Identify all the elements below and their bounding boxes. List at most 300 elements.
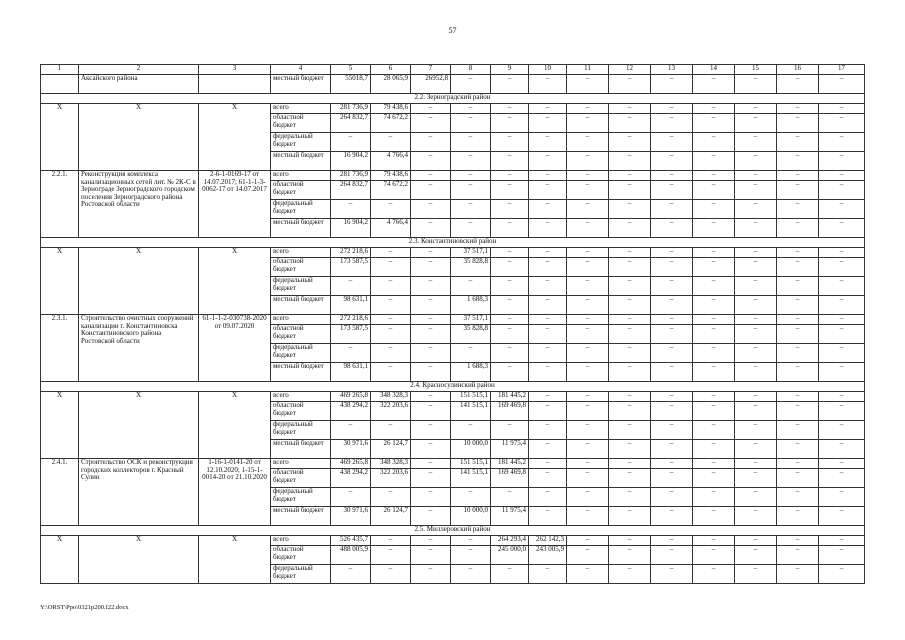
fund-label: областной бюджет xyxy=(271,402,331,421)
table-cell: – xyxy=(609,248,651,258)
table-cell: 264 832,7 xyxy=(331,114,371,133)
table-cell: – xyxy=(529,488,567,507)
table-cell: – xyxy=(371,363,411,382)
table-cell: – xyxy=(529,402,567,421)
table-cell: – xyxy=(371,565,411,584)
table-cell: – xyxy=(491,565,529,584)
table-cell: – xyxy=(693,440,735,459)
column-header: 12 xyxy=(609,65,651,75)
table-cell: – xyxy=(819,152,865,171)
table-cell: – xyxy=(777,469,819,488)
table-cell: – xyxy=(609,315,651,325)
table-cell: – xyxy=(491,488,529,507)
table-cell: 469 265,8 xyxy=(331,459,371,469)
table-cell: Х xyxy=(199,248,271,315)
table-cell: – xyxy=(529,200,567,219)
table-cell: 322 203,6 xyxy=(371,402,411,421)
table-cell: – xyxy=(371,296,411,315)
table-cell: – xyxy=(529,325,567,344)
item-number: 2.3.1. xyxy=(41,315,79,382)
item-number: 2.2.1. xyxy=(41,171,79,238)
table-cell: – xyxy=(529,459,567,469)
table-cell: – xyxy=(529,104,567,114)
table-cell: 55018,7 xyxy=(331,75,371,94)
table-cell: – xyxy=(567,277,609,296)
table-cell: – xyxy=(567,171,609,181)
table-cell: – xyxy=(411,219,451,238)
table-cell: местный бюджет xyxy=(271,75,331,94)
table-cell: – xyxy=(777,152,819,171)
table-cell: – xyxy=(819,325,865,344)
fund-label: местный бюджет xyxy=(271,440,331,459)
table-cell: – xyxy=(567,546,609,565)
item-document: 61-1-1-2-030738-2020 от 09.07.2020 xyxy=(199,315,271,382)
column-header: 17 xyxy=(819,65,865,75)
table-cell: – xyxy=(819,392,865,402)
table-cell: – xyxy=(735,200,777,219)
table-cell: – xyxy=(819,344,865,363)
table-cell: – xyxy=(693,469,735,488)
table-cell: 438 294,2 xyxy=(331,402,371,421)
table-cell: 35 828,8 xyxy=(451,325,491,344)
table-cell: 74 672,2 xyxy=(371,114,411,133)
table-cell: – xyxy=(371,421,411,440)
table-cell: – xyxy=(411,440,451,459)
table-cell: – xyxy=(777,392,819,402)
table-cell: – xyxy=(651,219,693,238)
table-cell: – xyxy=(331,565,371,584)
table-cell: – xyxy=(609,258,651,277)
item-number: 2.4.1. xyxy=(41,459,79,526)
table-cell: – xyxy=(693,114,735,133)
table-cell: – xyxy=(371,200,411,219)
table-cell: 98 631,1 xyxy=(331,296,371,315)
table-cell: – xyxy=(651,152,693,171)
fund-label: местный бюджет xyxy=(271,219,331,238)
table-cell: – xyxy=(411,546,451,565)
table-cell: – xyxy=(451,344,491,363)
fund-label: всего xyxy=(271,536,331,546)
table-cell: 79 438,6 xyxy=(371,171,411,181)
table-cell: – xyxy=(693,565,735,584)
fund-label: федеральный бюджет xyxy=(271,488,331,507)
table-cell: – xyxy=(451,546,491,565)
item-document: 1-16-1-0141-20 от 12.10.2020; 1-15-1-0014-20 от 21.10.2020 xyxy=(199,459,271,526)
table-cell: – xyxy=(491,277,529,296)
table-cell: – xyxy=(735,440,777,459)
table-cell: – xyxy=(693,248,735,258)
fund-label: областной бюджет xyxy=(271,325,331,344)
fund-label: областной бюджет xyxy=(271,469,331,488)
table-cell: – xyxy=(651,344,693,363)
table-row xyxy=(41,526,865,536)
table-cell: – xyxy=(529,277,567,296)
table-cell: – xyxy=(451,104,491,114)
table-cell: – xyxy=(411,152,451,171)
table-cell: 272 218,6 xyxy=(331,315,371,325)
table-cell: – xyxy=(735,152,777,171)
table-row xyxy=(41,104,865,114)
table-cell: – xyxy=(735,104,777,114)
table-cell: Х xyxy=(199,392,271,459)
table-cell: 10 000,0 xyxy=(451,507,491,526)
table-cell: 243 005,9 xyxy=(529,546,567,565)
table-cell: 30 971,6 xyxy=(331,440,371,459)
table-cell: 11 975,4 xyxy=(491,440,529,459)
table-row xyxy=(41,382,865,392)
table-cell: – xyxy=(567,104,609,114)
table-cell: 322 203,6 xyxy=(371,469,411,488)
table-cell: – xyxy=(735,546,777,565)
fund-label: всего xyxy=(271,104,331,114)
table-cell: – xyxy=(777,296,819,315)
table-cell: – xyxy=(609,219,651,238)
table-cell: 169 469,8 xyxy=(491,469,529,488)
table-cell: – xyxy=(693,181,735,200)
table-cell: – xyxy=(693,152,735,171)
table-cell: – xyxy=(819,248,865,258)
table-cell: – xyxy=(331,421,371,440)
table-cell: – xyxy=(567,363,609,382)
table-cell: 348 328,3 xyxy=(371,459,411,469)
table-cell: – xyxy=(567,507,609,526)
table-cell: – xyxy=(411,488,451,507)
table-cell: – xyxy=(529,363,567,382)
fund-label: областной бюджет xyxy=(271,114,331,133)
table-cell: – xyxy=(693,392,735,402)
fund-label: всего xyxy=(271,171,331,181)
table-cell: – xyxy=(777,200,819,219)
table-cell: – xyxy=(491,296,529,315)
table-cell: – xyxy=(651,440,693,459)
table-cell: – xyxy=(491,258,529,277)
column-header: 8 xyxy=(451,65,491,75)
table-cell: – xyxy=(567,296,609,315)
table-cell: – xyxy=(491,421,529,440)
item-name: Реконструкция комплекса канализационных сетей лит. № 2К-С в Зернограде Зерноградского городском поселения Зерноградского района Ростовской области xyxy=(79,171,199,238)
table-cell: – xyxy=(735,181,777,200)
table-cell: – xyxy=(651,258,693,277)
table-cell: 26 124,7 xyxy=(371,440,411,459)
table-row xyxy=(41,75,865,94)
table-cell: – xyxy=(371,325,411,344)
table-cell: 37 517,1 xyxy=(451,315,491,325)
table-cell: – xyxy=(331,344,371,363)
table-cell: – xyxy=(777,402,819,421)
table-cell: – xyxy=(693,75,735,94)
table-cell: 74 672,2 xyxy=(371,181,411,200)
table-cell: – xyxy=(491,219,529,238)
table-cell: – xyxy=(609,459,651,469)
table-cell: – xyxy=(735,219,777,238)
table-cell: – xyxy=(777,421,819,440)
table-cell: – xyxy=(371,248,411,258)
table-cell: 79 438,6 xyxy=(371,104,411,114)
table-cell: – xyxy=(609,114,651,133)
table-cell: – xyxy=(735,507,777,526)
table-row xyxy=(41,459,865,469)
column-header: 9 xyxy=(491,65,529,75)
table-cell: – xyxy=(651,402,693,421)
table-cell: – xyxy=(777,258,819,277)
table-cell: – xyxy=(411,536,451,546)
table-cell: – xyxy=(371,315,411,325)
table-cell: – xyxy=(567,459,609,469)
table-cell: – xyxy=(529,344,567,363)
table-cell: 151 515,1 xyxy=(451,392,491,402)
table-cell: – xyxy=(777,363,819,382)
fund-label: всего xyxy=(271,248,331,258)
table-cell: – xyxy=(411,171,451,181)
table-cell: – xyxy=(331,200,371,219)
column-header: 4 xyxy=(271,65,331,75)
table-cell: – xyxy=(735,75,777,94)
item-document: 2-6-1-0169-17 от 14.07.2017; 61-1-1-3-0062-17 от 14.07.2017 xyxy=(199,171,271,238)
table-cell: – xyxy=(693,459,735,469)
table-cell: – xyxy=(735,248,777,258)
table-cell: – xyxy=(609,200,651,219)
table-cell: – xyxy=(609,104,651,114)
table-cell: – xyxy=(567,219,609,238)
table-cell: – xyxy=(529,219,567,238)
table-cell: 264 832,7 xyxy=(331,181,371,200)
table-cell: – xyxy=(529,565,567,584)
table-cell: – xyxy=(693,421,735,440)
table-cell: 151 515,1 xyxy=(451,459,491,469)
table-cell: – xyxy=(693,315,735,325)
page-number: 57 xyxy=(448,26,457,35)
table-cell: – xyxy=(777,536,819,546)
table-cell: Х xyxy=(41,536,79,584)
table-row xyxy=(41,392,865,402)
table-cell: – xyxy=(651,546,693,565)
fund-label: федеральный бюджет xyxy=(271,421,331,440)
fund-label: областной бюджет xyxy=(271,258,331,277)
table-cell: – xyxy=(491,181,529,200)
table-cell: – xyxy=(411,459,451,469)
table-cell: – xyxy=(491,152,529,171)
table-cell: – xyxy=(651,459,693,469)
table-cell: – xyxy=(411,248,451,258)
table-cell: 37 517,1 xyxy=(451,248,491,258)
table-cell: – xyxy=(735,565,777,584)
table-cell: – xyxy=(777,440,819,459)
table-cell: – xyxy=(371,258,411,277)
table-cell: – xyxy=(777,219,819,238)
table-cell: 4 766,4 xyxy=(371,219,411,238)
table-cell: – xyxy=(819,469,865,488)
table-cell: – xyxy=(529,114,567,133)
table-cell: – xyxy=(451,488,491,507)
fund-label: федеральный бюджет xyxy=(271,200,331,219)
fund-label: областной бюджет xyxy=(271,546,331,565)
table-cell: – xyxy=(529,392,567,402)
table-cell: – xyxy=(651,114,693,133)
footer-path: Y:\ORST\Ppo\0321p200.f22.docx xyxy=(40,604,129,611)
table-cell: – xyxy=(609,133,651,152)
table-cell: – xyxy=(693,488,735,507)
table-cell: – xyxy=(567,344,609,363)
table-cell: – xyxy=(491,344,529,363)
table-cell: – xyxy=(651,104,693,114)
table-cell: 28 065,9 xyxy=(371,75,411,94)
table-cell: – xyxy=(411,507,451,526)
table-cell: Х xyxy=(79,104,199,171)
table-cell: – xyxy=(567,325,609,344)
table-cell: Х xyxy=(199,104,271,171)
table-row xyxy=(41,248,865,258)
table-cell: – xyxy=(451,75,491,94)
table-cell: 169 469,8 xyxy=(491,402,529,421)
table-cell: Х xyxy=(199,536,271,584)
table-cell: 181 445,2 xyxy=(491,459,529,469)
table-cell: – xyxy=(411,402,451,421)
table-cell: – xyxy=(491,363,529,382)
fund-label: федеральный бюджет xyxy=(271,277,331,296)
table-cell: – xyxy=(735,421,777,440)
table-cell: – xyxy=(735,277,777,296)
table-cell: – xyxy=(609,392,651,402)
table-cell: – xyxy=(411,469,451,488)
table-cell: – xyxy=(567,315,609,325)
table-cell: – xyxy=(411,565,451,584)
table-cell: – xyxy=(651,507,693,526)
table-cell: – xyxy=(693,546,735,565)
table-row xyxy=(41,171,865,181)
table-cell: – xyxy=(609,507,651,526)
table-cell: – xyxy=(411,392,451,402)
table-cell: – xyxy=(567,565,609,584)
table-cell: – xyxy=(567,421,609,440)
table-cell: – xyxy=(451,536,491,546)
table-cell: 173 587,5 xyxy=(331,258,371,277)
column-header: 2 xyxy=(79,65,199,75)
fund-label: всего xyxy=(271,315,331,325)
table-cell: – xyxy=(819,104,865,114)
table-cell: – xyxy=(693,325,735,344)
table-cell: – xyxy=(777,114,819,133)
fund-label: федеральный бюджет xyxy=(271,133,331,152)
fund-label: всего xyxy=(271,392,331,402)
table-cell: – xyxy=(693,258,735,277)
table-cell: – xyxy=(491,75,529,94)
table-cell: – xyxy=(609,181,651,200)
table-cell: – xyxy=(331,133,371,152)
table-cell: – xyxy=(567,440,609,459)
table-cell: – xyxy=(651,421,693,440)
table-cell: – xyxy=(491,248,529,258)
table-cell: 10 000,0 xyxy=(451,440,491,459)
table-cell: – xyxy=(567,258,609,277)
table-cell: – xyxy=(819,75,865,94)
table-row xyxy=(41,536,865,546)
table-cell: – xyxy=(693,536,735,546)
table-cell: 264 293,4 xyxy=(491,536,529,546)
table-cell: 245 000,0 xyxy=(491,546,529,565)
table-cell: – xyxy=(735,325,777,344)
table-cell: – xyxy=(491,315,529,325)
table-cell: – xyxy=(651,565,693,584)
table-cell: – xyxy=(735,469,777,488)
table-cell: – xyxy=(411,258,451,277)
budget-table xyxy=(40,64,865,584)
table-cell: – xyxy=(693,507,735,526)
column-header: 14 xyxy=(693,65,735,75)
table-cell: 281 736,9 xyxy=(331,171,371,181)
table-cell: – xyxy=(411,325,451,344)
table-cell: 173 587,5 xyxy=(331,325,371,344)
column-header: 5 xyxy=(331,65,371,75)
table-cell: – xyxy=(819,363,865,382)
table-cell: Х xyxy=(79,392,199,459)
table-cell xyxy=(199,75,271,94)
section-title: 2.4. Красносулинский район xyxy=(41,382,865,392)
table-cell: – xyxy=(735,258,777,277)
table-cell: – xyxy=(819,258,865,277)
table-cell: 526 435,7 xyxy=(331,536,371,546)
table-cell: – xyxy=(371,488,411,507)
table-cell: – xyxy=(651,488,693,507)
table-cell: – xyxy=(529,296,567,315)
table-cell: – xyxy=(609,344,651,363)
table-cell xyxy=(41,75,79,94)
table-cell: – xyxy=(451,565,491,584)
column-header: 13 xyxy=(651,65,693,75)
table-cell: 488 005,9 xyxy=(331,546,371,565)
table-cell: – xyxy=(651,296,693,315)
fund-label: федеральный бюджет xyxy=(271,344,331,363)
table-cell: – xyxy=(777,344,819,363)
table-cell: 26952,8 xyxy=(411,75,451,94)
table-cell: – xyxy=(609,536,651,546)
table-cell: – xyxy=(411,114,451,133)
table-cell: – xyxy=(529,440,567,459)
table-cell: – xyxy=(609,277,651,296)
table-row xyxy=(41,94,865,104)
table-cell: – xyxy=(411,104,451,114)
table-cell: – xyxy=(819,546,865,565)
table-cell: – xyxy=(491,171,529,181)
table-cell: – xyxy=(411,344,451,363)
table-cell: – xyxy=(819,402,865,421)
table-cell: – xyxy=(693,363,735,382)
table-cell: – xyxy=(819,536,865,546)
table-cell: – xyxy=(451,421,491,440)
table-cell: – xyxy=(529,75,567,94)
section-title: 2.5. Миллеровский район xyxy=(41,526,865,536)
table-cell: – xyxy=(609,325,651,344)
column-header: 16 xyxy=(777,65,819,75)
table-cell: – xyxy=(819,507,865,526)
table-cell: 469 265,8 xyxy=(331,392,371,402)
table-cell: – xyxy=(567,488,609,507)
table-cell: – xyxy=(651,392,693,402)
table-cell: – xyxy=(735,392,777,402)
table-cell: – xyxy=(735,363,777,382)
table-cell: – xyxy=(777,315,819,325)
fund-label: всего xyxy=(271,459,331,469)
table-cell: – xyxy=(777,565,819,584)
column-header: 10 xyxy=(529,65,567,75)
table-cell: – xyxy=(451,277,491,296)
table-cell: – xyxy=(651,248,693,258)
table-cell: – xyxy=(819,296,865,315)
fund-label: местный бюджет xyxy=(271,296,331,315)
table-cell: – xyxy=(567,200,609,219)
table-cell: – xyxy=(651,469,693,488)
section-title: 2.3. Константиновский район xyxy=(41,238,865,248)
table-cell: – xyxy=(609,296,651,315)
